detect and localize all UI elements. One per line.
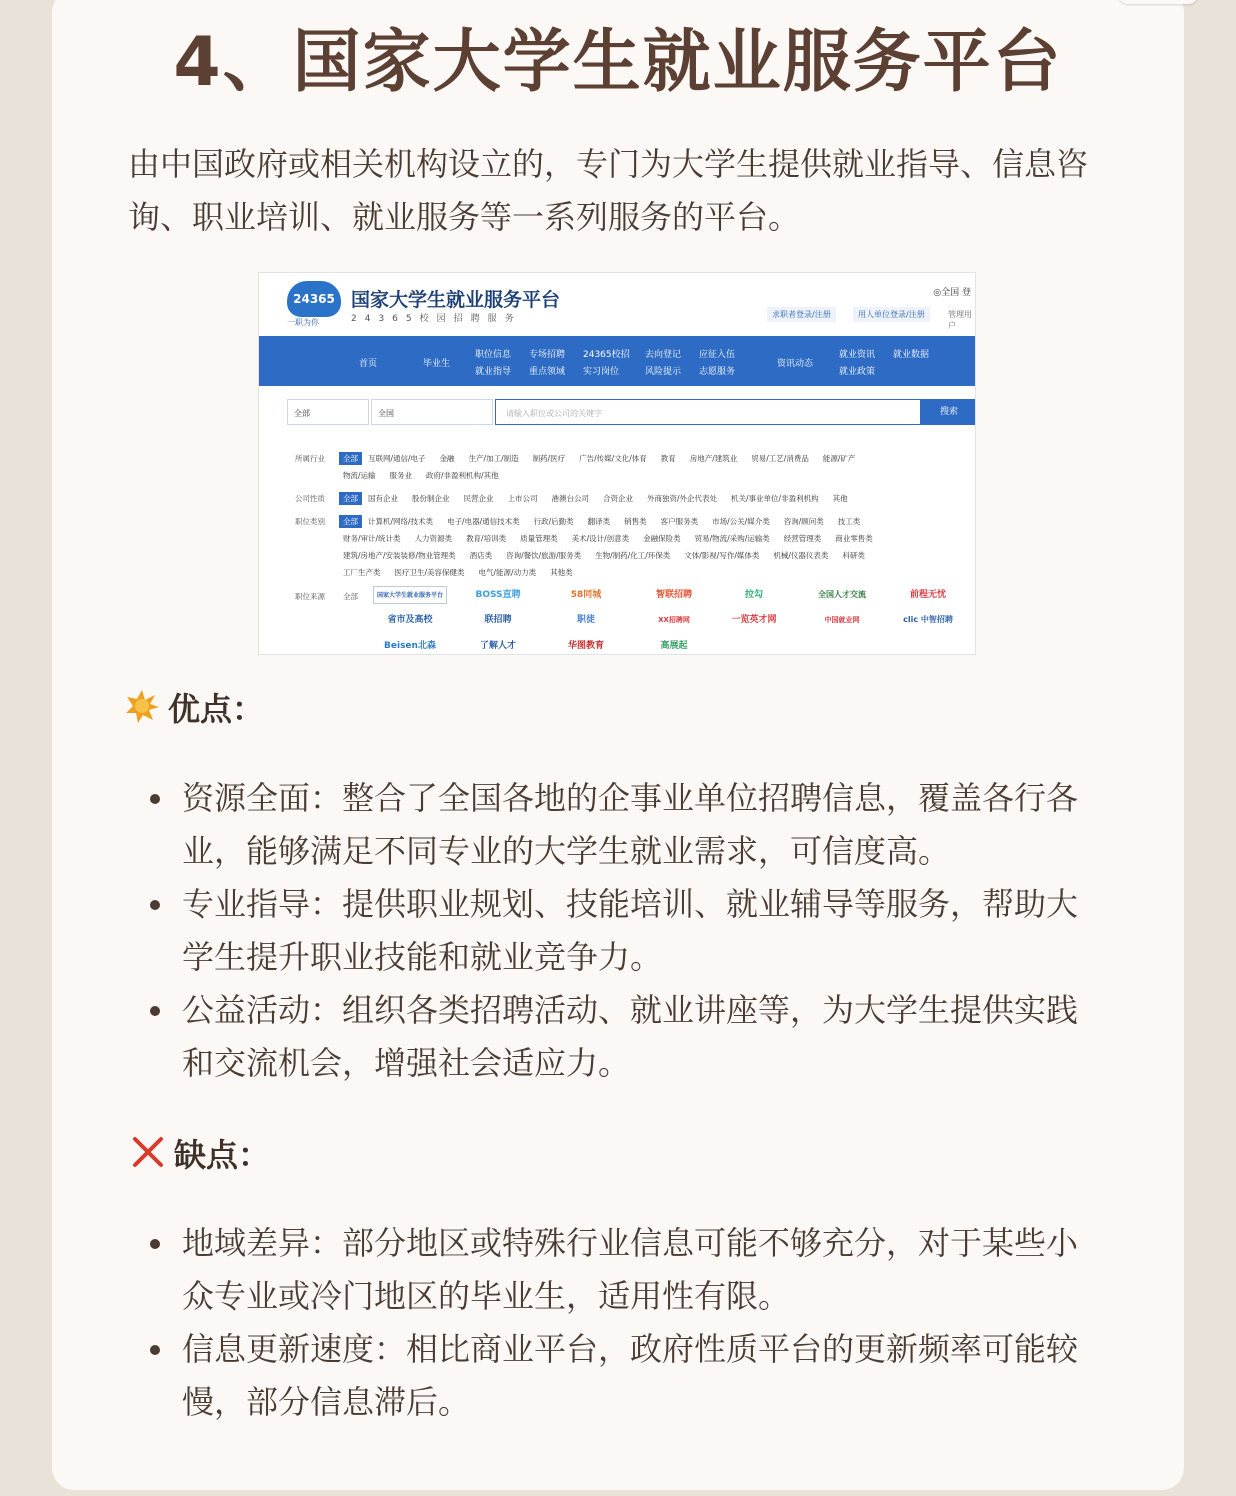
filter-option[interactable]: 财务/审计/统计类	[343, 534, 401, 543]
search-button[interactable]: 搜索	[921, 399, 976, 425]
source-logo[interactable]: clic 中智招聘	[891, 611, 965, 629]
filter-option[interactable]: 酒店类	[469, 551, 493, 560]
filter-option[interactable]: 外商独资/外企代表处	[647, 494, 718, 503]
source-logo[interactable]: 联招聘	[461, 611, 535, 629]
filter-option[interactable]: 生物/制药/化工/环保类	[595, 551, 671, 560]
nav-employment-news[interactable]: 就业资讯	[839, 350, 876, 360]
employer-login-button[interactable]: 用人单位登录/注册	[853, 307, 930, 322]
filter-option[interactable]: 合资企业	[603, 494, 633, 503]
source-logo[interactable]: 中国就业网	[805, 611, 879, 629]
source-logo[interactable]: 了解人才	[461, 637, 535, 655]
filter-row	[343, 533, 887, 544]
nav-special[interactable]: 专场招聘	[529, 350, 566, 360]
source-logo[interactable]: 前程无忧	[891, 586, 965, 604]
intro-paragraph: 由中国政府或相关机构设立的，专门为大学生提供就业指导、信息咨询、职业培训、就业服务等一系列服务的平台。	[128, 145, 1089, 236]
region-selector[interactable]: ◎全国 登	[933, 288, 971, 298]
source-logo[interactable]: 58同城	[549, 586, 623, 604]
filter-label: 公司性质	[295, 494, 325, 503]
cons-heading: 缺点：	[174, 1136, 271, 1174]
filter-option[interactable]: 教育	[660, 454, 676, 463]
filter-option[interactable]: 咨询/餐饮/旅游/服务类	[506, 551, 582, 560]
filter-option[interactable]: 经营管理类	[783, 534, 822, 543]
filter-label: 所属行业	[295, 454, 325, 463]
source-logo[interactable]: 华图教育	[549, 637, 623, 655]
nav-graduates[interactable]: 毕业生	[423, 359, 451, 369]
nav-home[interactable]: 首页	[359, 359, 378, 369]
source-logo[interactable]: 智联招聘	[637, 586, 711, 604]
filter-option[interactable]: 机关/事业单位/非盈利机构	[731, 494, 819, 503]
filter-row	[343, 470, 513, 481]
admin-login-link[interactable]: 管理用户	[948, 310, 972, 330]
list-item: 专业指导：提供职业规划、技能培训、就业辅导等服务，帮助大学生提升职业技能和就业竞争力。	[146, 878, 1106, 984]
cons-list	[146, 1217, 1106, 1429]
filter-option[interactable]: 上市公司	[507, 494, 538, 503]
pros-list	[146, 772, 1106, 1090]
filter-option[interactable]: 生产/加工/制造	[468, 454, 519, 463]
category-select[interactable]: 全部	[287, 399, 369, 425]
filter-option[interactable]: 服务业	[389, 471, 413, 480]
platform-screenshot	[258, 272, 976, 655]
filter-option[interactable]: 机械/仪器仪表类	[773, 551, 829, 560]
source-logo[interactable]: BOSS直聘	[461, 586, 535, 604]
filter-option[interactable]: 国有企业	[368, 494, 398, 503]
filter-option[interactable]: 电子/电器/通信技术类	[447, 517, 520, 526]
jobseeker-login-button[interactable]: 求职者登录/注册	[767, 307, 836, 322]
filter-option[interactable]: 能源/矿产	[822, 454, 856, 463]
filter-option[interactable]: 市场/公关/媒介类	[712, 517, 770, 526]
filter-option[interactable]: 质量管理类	[520, 534, 558, 543]
site-title: 国家大学生就业服务平台	[351, 289, 561, 311]
logo-subtitle: 一职为你	[287, 318, 319, 327]
list-item: 资源全面：整合了全国各地的企事业单位招聘信息，覆盖各行各业，能够满足不同专业的大学生就业需求，可信度高。	[146, 772, 1106, 878]
filter-option[interactable]: 销售类	[624, 517, 647, 526]
source-logo[interactable]: 一览英才网	[717, 611, 791, 629]
filter-option[interactable]: 制药/医疗	[532, 454, 566, 463]
filter-row	[339, 515, 874, 528]
filter-option[interactable]: 教育/培训类	[466, 534, 507, 543]
list-item: 信息更新速度：相比商业平台，政府性质平台的更新频率可能较慢，部分信息滞后。	[146, 1323, 1106, 1429]
filter-row	[339, 452, 869, 465]
filter-option[interactable]: 文体/影视/写作/媒体类	[684, 551, 760, 560]
nav-news[interactable]: 资讯动态	[777, 359, 814, 369]
source-logo[interactable]: 拉勾	[717, 586, 791, 604]
filter-label: 职位类别	[295, 517, 325, 526]
top-tab-decoration	[1118, 0, 1198, 4]
filter-row	[339, 492, 862, 505]
filter-option[interactable]: 股份制企业	[412, 494, 450, 503]
nav-data[interactable]: 就业数据	[893, 350, 930, 360]
filter-option[interactable]: 人力资源类	[414, 534, 453, 543]
site-search	[287, 399, 976, 425]
filter-option[interactable]: 客户服务类	[660, 517, 699, 526]
nav-policy[interactable]: 就业政策	[839, 367, 876, 377]
filter-option[interactable]: 电气/能源/动力类	[478, 568, 537, 577]
filter-option[interactable]: 商业零售类	[835, 534, 873, 543]
filter-option[interactable]: 翻译类	[587, 517, 611, 526]
nav-army[interactable]: 应征入伍	[699, 350, 736, 360]
source-logo[interactable]: 职徒	[549, 611, 623, 629]
filter-option[interactable]: 金融保险类	[643, 534, 681, 543]
nav-guidance[interactable]: 就业指导	[475, 367, 512, 377]
source-label: 职位来源	[295, 592, 325, 601]
nav-campus[interactable]: 24365校招	[583, 350, 630, 360]
filter-chip-all[interactable]: 全部	[339, 492, 362, 505]
nav-key-fields[interactable]: 重点领域	[529, 367, 566, 377]
filter-option[interactable]: 贸易/物流/采购/运输类	[694, 534, 770, 543]
filter-option[interactable]: 行政/后勤类	[533, 517, 574, 526]
filter-option[interactable]: 民营企业	[463, 494, 494, 503]
source-logo[interactable]: XX招聘网	[637, 611, 711, 629]
source-logo[interactable]: Beisen北森	[373, 637, 447, 655]
site-header	[259, 273, 976, 335]
filter-option[interactable]: 计算机/网络/技术类	[368, 517, 434, 526]
nav-jobs[interactable]: 职位信息	[475, 350, 512, 360]
filter-chip-all[interactable]: 全部	[339, 452, 362, 465]
filter-option[interactable]: 技工类	[837, 517, 861, 526]
source-logo[interactable]: 高展起	[637, 637, 711, 655]
filter-option[interactable]: 其他	[832, 494, 848, 503]
filter-option[interactable]: 广告/传媒/文化/体育	[579, 454, 647, 463]
list-item: 公益活动：组织各类招聘活动、就业讲座等，为大学生提供实践和交流机会，增强社会适应力。	[146, 984, 1106, 1090]
nav-volunteer[interactable]: 志愿服务	[699, 367, 736, 377]
filter-option[interactable]: 金融	[439, 454, 455, 463]
filter-row	[343, 550, 879, 561]
filter-row	[343, 567, 587, 578]
filter-option[interactable]: 建筑/房地产/安装装修/物业管理类	[343, 551, 456, 560]
source-logo[interactable]: 国家大学生就业服务平台	[373, 586, 447, 604]
source-all[interactable]: 全部	[343, 592, 358, 601]
star-icon	[124, 688, 160, 724]
page-title: 4、国家大学生就业服务平台	[173, 23, 1063, 102]
filter-option[interactable]: 工厂生产类	[343, 568, 381, 577]
nav-risk[interactable]: 风险提示	[645, 367, 682, 377]
filter-option[interactable]: 港澳台公司	[551, 494, 589, 503]
source-logo[interactable]: 省市及高校	[373, 611, 447, 629]
filter-option[interactable]: 互联网/通信/电子	[368, 454, 426, 463]
filter-chip-all[interactable]: 全部	[339, 515, 362, 528]
filter-option[interactable]: 房地产/建筑业	[689, 454, 738, 463]
site-navbar	[259, 336, 976, 386]
region-select[interactable]: 全国	[371, 399, 493, 425]
nav-destination[interactable]: 去向登记	[645, 350, 682, 360]
site-subtitle: 24365校园招聘服务	[351, 314, 522, 324]
source-logo[interactable]: 全国人才交流	[805, 586, 879, 604]
filter-option[interactable]: 美术/设计/创意类	[571, 534, 630, 543]
filter-option[interactable]: 咨询/顾问类	[783, 517, 824, 526]
filter-option[interactable]: 物流/运输	[343, 471, 376, 480]
filter-option[interactable]: 其他类	[550, 568, 573, 577]
search-input[interactable]: 请输入职位或公司的关键字	[495, 399, 921, 425]
site-logo: 24365	[287, 281, 341, 317]
nav-internship[interactable]: 实习岗位	[583, 367, 620, 377]
filter-option[interactable]: 贸易/工艺/消费品	[751, 454, 809, 463]
filter-option[interactable]: 政府/非盈利机构/其他	[426, 471, 499, 480]
cross-icon	[132, 1136, 164, 1168]
pros-heading: 优点：	[168, 690, 265, 728]
list-item: 地域差异：部分地区或特殊行业信息可能不够充分，对于某些小众专业或冷门地区的毕业生，适用性有限。	[146, 1217, 1106, 1323]
filter-option[interactable]: 科研类	[842, 551, 865, 560]
filter-option[interactable]: 医疗卫生/美容保健类	[394, 568, 465, 577]
